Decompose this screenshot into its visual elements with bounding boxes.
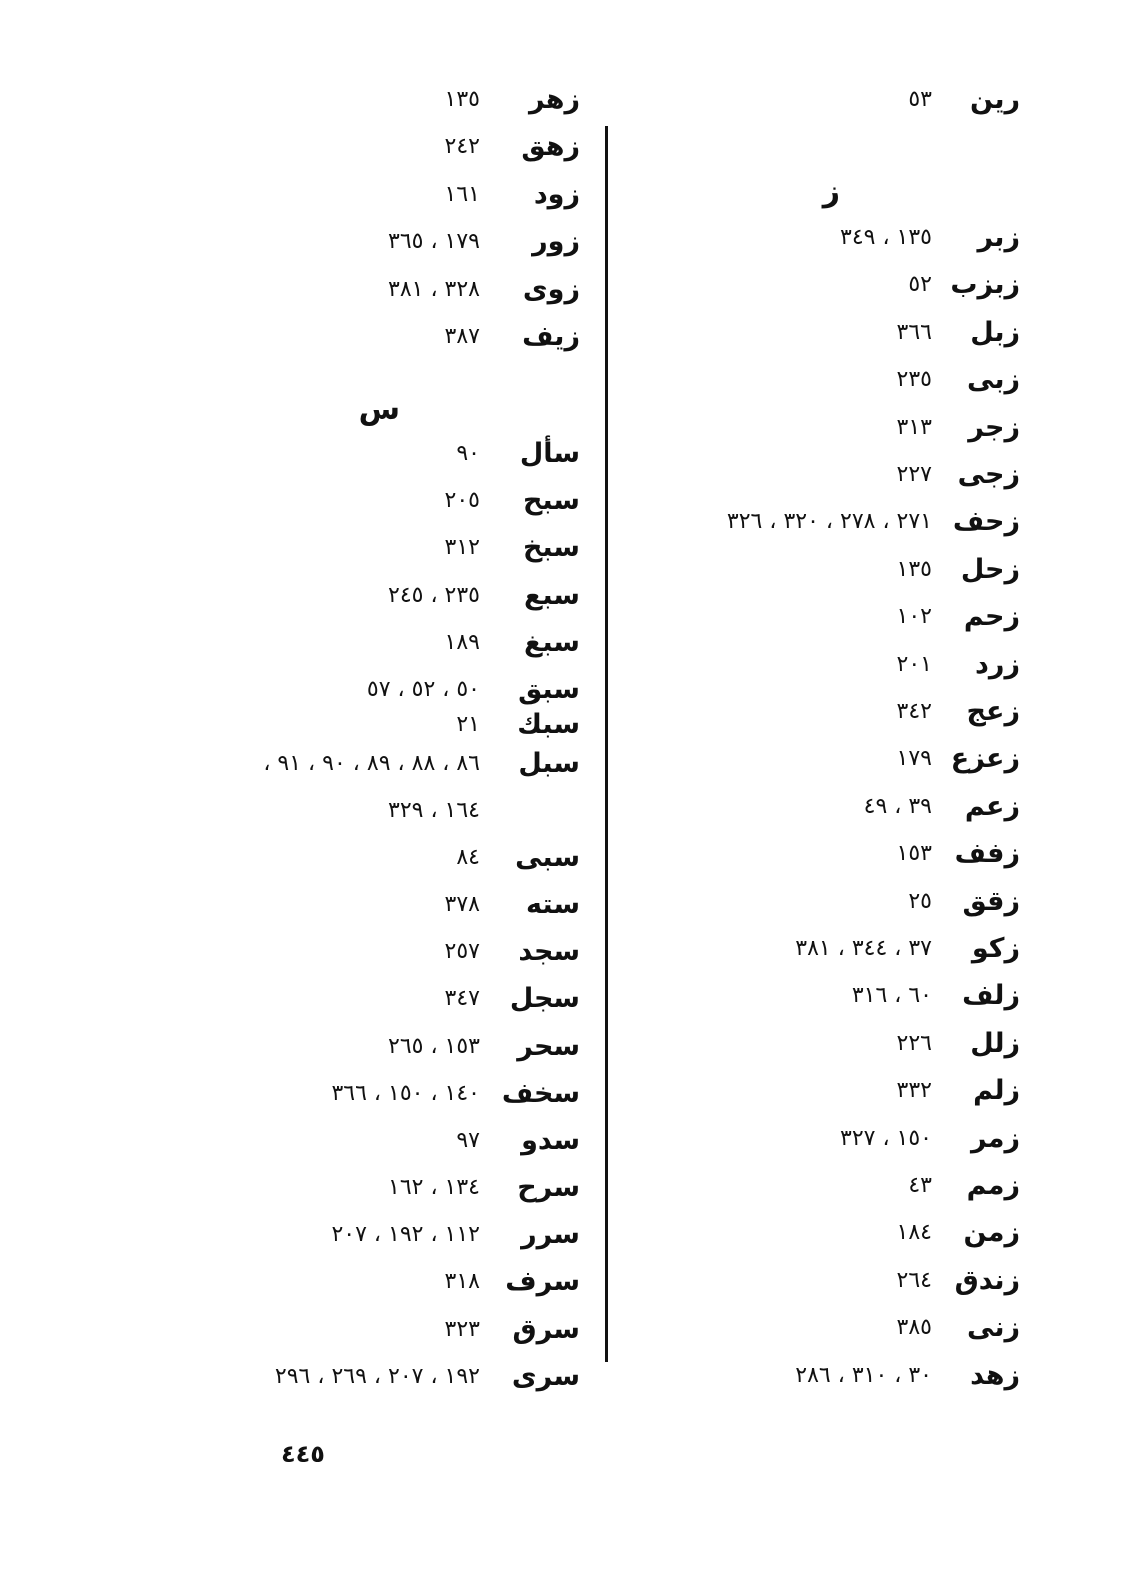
entry-page-refs: ١٣٥ [896,556,932,582]
entry-page-refs: ٣١٢ [444,535,480,560]
entry-root: زحف [952,506,1020,538]
entry-root: زفف [954,838,1020,870]
entry-page-refs: ٨٤ [456,845,480,870]
entry-root: زهق [521,131,580,163]
entry-root: زنى [967,1312,1020,1344]
entry-root: سبخ [522,532,580,563]
entry-page-refs: ٣٧ ، ٣٤٤ ، ٣٨١ [795,936,932,961]
entry-page-refs: ٢٥٧ [444,939,480,964]
index-entry [180,528,580,568]
index-entry [180,838,580,878]
entry-page-refs: ٢١ [456,712,480,737]
index-entry [640,1213,1020,1253]
entry-root: زبى [967,364,1020,396]
entry-page-refs: ٣٤٢ [896,699,932,724]
entry-page-refs: ٢٣٥ [896,367,932,393]
entry-page-refs: ١٣٥ ، ٣٤٩ [840,225,932,250]
index-entry [180,175,580,215]
index-entry [180,1121,580,1161]
index-entry [640,265,1020,305]
entry-page-refs: ٩٧ [456,1128,480,1153]
index-entry [180,576,580,616]
entry-root: سرف [505,1266,580,1297]
entry-root: سأل [519,438,580,469]
entry-page-refs: ١٧٩ ، ٣٦٥ [388,229,480,255]
entry-page-refs: ٢٣٥ ، ٢٤٥ [388,583,480,608]
entry-root: سبق [518,674,580,705]
entry-root: زعم [964,790,1020,822]
entry-root: زعزع [950,743,1020,775]
index-entry [640,1308,1020,1348]
entry-root: سبل [518,748,580,779]
entry-page-refs: ٨٦ ، ٨٨ ، ٨٩ ، ٩٠ ، ٩١ ، [263,751,480,776]
entry-page-refs: ١٥٣ ، ٢٦٥ [388,1034,480,1059]
index-entry [640,218,1020,258]
entry-root: زرد [975,648,1020,680]
entry-root: زبل [970,316,1020,348]
entry-root: سبع [523,580,580,611]
index-entry [180,1215,580,1255]
entry-root: سبك [517,709,580,740]
entry-page-refs: ٢٤٢ [444,134,480,160]
entry-page-refs: ١١٢ ، ١٩٢ ، ٢٠٧ [331,1222,480,1247]
index-entry [180,1357,580,1397]
index-entry [640,882,1020,922]
index-entry [180,222,580,262]
entry-root: زمن [963,1217,1020,1249]
index-entry [640,360,1020,400]
entry-page-refs: ٣٣٢ [896,1078,932,1104]
index-entry [640,408,1020,448]
entry-root: زحم [963,601,1020,633]
entry-page-refs: ١٨٤ [896,1220,932,1246]
entry-root: رين [970,84,1020,115]
letter-heading: س [358,392,400,427]
letter-heading: ز [822,174,840,209]
entry-root: زلل [970,1027,1020,1059]
entry-page-refs: ٣٩ ، ٤٩ [863,793,932,819]
index-entry [180,705,580,745]
entry-root: زكو [971,933,1020,964]
entry-root: سجل [509,983,580,1014]
index-entry [180,317,580,357]
index-entry [640,976,1020,1016]
entry-root: زمر [970,1122,1020,1154]
entry-page-refs: ٣٦٦ [896,319,932,345]
index-entry [640,645,1020,685]
entry-page-refs: ٥٠ ، ٥٢ ، ٥٧ [366,677,480,702]
index-entry [180,80,580,120]
entry-root: زوى [522,273,580,305]
page-number: ٤٤٥ [281,1440,325,1468]
index-entry [640,1261,1020,1301]
index-entry [180,623,580,663]
entry-page-refs: ٣٤٧ [444,986,480,1011]
entry-root: زقق [962,885,1020,917]
entry-page-refs: ٤٣ [908,1173,932,1198]
entry-page-refs: ٣٧٨ [444,892,480,917]
entry-page-refs: ١٩٢ ، ٢٠٧ ، ٢٦٩ ، ٢٩٦ [274,1364,480,1389]
entry-page-refs: ٢٧١ ، ٢٧٨ ، ٣٢٠ ، ٣٢٦ [726,509,932,535]
index-entry [180,670,580,710]
index-entry [640,313,1020,353]
entry-root: سبح [522,485,580,516]
index-entry [640,80,1020,120]
entry-page-refs: ٢٢٧ [896,462,932,487]
entry-page-refs: ٢٥ [908,888,932,914]
entry-page-refs: ٢٠١ [896,651,932,677]
entry-page-refs: ٢٠٥ [444,488,480,513]
index-entry [180,1074,580,1114]
index-entry [640,739,1020,779]
entry-page-refs: ٣٨٥ [896,1315,932,1341]
index-entry [640,502,1020,542]
entry-root: سرى [511,1361,580,1392]
entry-root: سحر [517,1031,580,1062]
entry-page-refs: ٦٠ ، ٣١٦ [851,983,932,1009]
entry-page-refs: ١٥٠ ، ٣٢٧ [840,1125,932,1151]
entry-root: سخف [501,1078,580,1109]
entry-root: سرق [512,1314,580,1345]
index-entry [640,1166,1020,1206]
entry-page-refs: ٣٨٧ [444,324,480,349]
entry-root: زور [532,226,580,258]
index-entry [640,1119,1020,1159]
index-entry [180,127,580,167]
entry-root: سجد [518,936,580,967]
entry-root: زلف [962,980,1020,1012]
entry-page-refs: ٣١٣ [896,414,932,440]
entry-root: زجى [957,459,1020,490]
entry-root: زبر [977,222,1020,253]
index-entry [180,1262,580,1302]
entry-page-refs: ٣١٨ [444,1269,480,1294]
entry-root: سرر [521,1219,580,1250]
entry-page-refs: ١٨٩ [444,630,480,655]
entry-page-refs: ٢٦٤ [896,1267,932,1293]
entry-page-refs: ٢٢٦ [896,1030,932,1056]
index-entry [180,744,580,784]
entry-root: سرح [517,1172,580,1203]
entry-page-refs: ٣٢٣ [444,1317,480,1342]
entry-root: زيف [522,321,580,352]
index-entry [180,481,580,521]
entry-root: زحل [960,553,1020,585]
entry-page-refs: ٥٣ [908,87,932,112]
entry-root: زجر [968,411,1020,443]
entry-page-refs: ١٥٣ [896,841,932,867]
entry-page-refs: ١٠٢ [896,604,932,630]
entry-page-refs: ٥٢ [908,272,932,298]
column-divider [605,126,608,1362]
index-entry [640,787,1020,827]
index-entry [640,455,1020,495]
entry-page-refs: ٩٠ [456,441,480,466]
entry-page-refs: ١٧٩ [896,746,932,772]
entry-root: سته [526,889,580,920]
index-entry [180,270,580,310]
entry-root: زبزب [950,269,1020,301]
entry-root: سبى [515,842,580,873]
entry-page-refs: ١٣٤ ، ١٦٢ [388,1175,480,1200]
entry-root: سدو [521,1125,580,1156]
entry-root: زعج [966,696,1020,727]
entry-root: زود [533,178,580,210]
entry-page-refs: ١٤٠ ، ١٥٠ ، ٣٦٦ [331,1081,480,1106]
index-entry [640,929,1020,969]
entry-page-refs: ١٦٤ ، ٣٢٩ [388,798,480,823]
entry-root: زهد [970,1359,1020,1391]
entry-root: زلم [973,1075,1020,1107]
entry-root: زهر [528,84,580,115]
entry-page-refs: ١٦١ [444,181,480,207]
entry-page-refs: ١٣٥ [444,87,480,112]
index-entry [640,834,1020,874]
index-entry [180,885,580,925]
index-entry [180,434,580,474]
index-entry [180,1027,580,1067]
index-entry [180,1168,580,1208]
index-entry [640,597,1020,637]
index-entry [640,1356,1020,1396]
index-entry [640,1071,1020,1111]
entry-root: زمم [966,1170,1020,1201]
index-entry [640,1024,1020,1064]
entry-page-refs: ٣٢٨ ، ٣٨١ [388,276,480,302]
index-entry [180,932,580,972]
entry-root: سبغ [523,627,580,658]
index-entry [180,791,580,831]
index-entry [180,979,580,1019]
entry-root: زندق [954,1264,1020,1296]
index-entry [180,1310,580,1350]
index-entry [640,550,1020,590]
entry-page-refs: ٣٠ ، ٣١٠ ، ٢٨٦ [795,1362,932,1388]
index-entry [640,692,1020,732]
